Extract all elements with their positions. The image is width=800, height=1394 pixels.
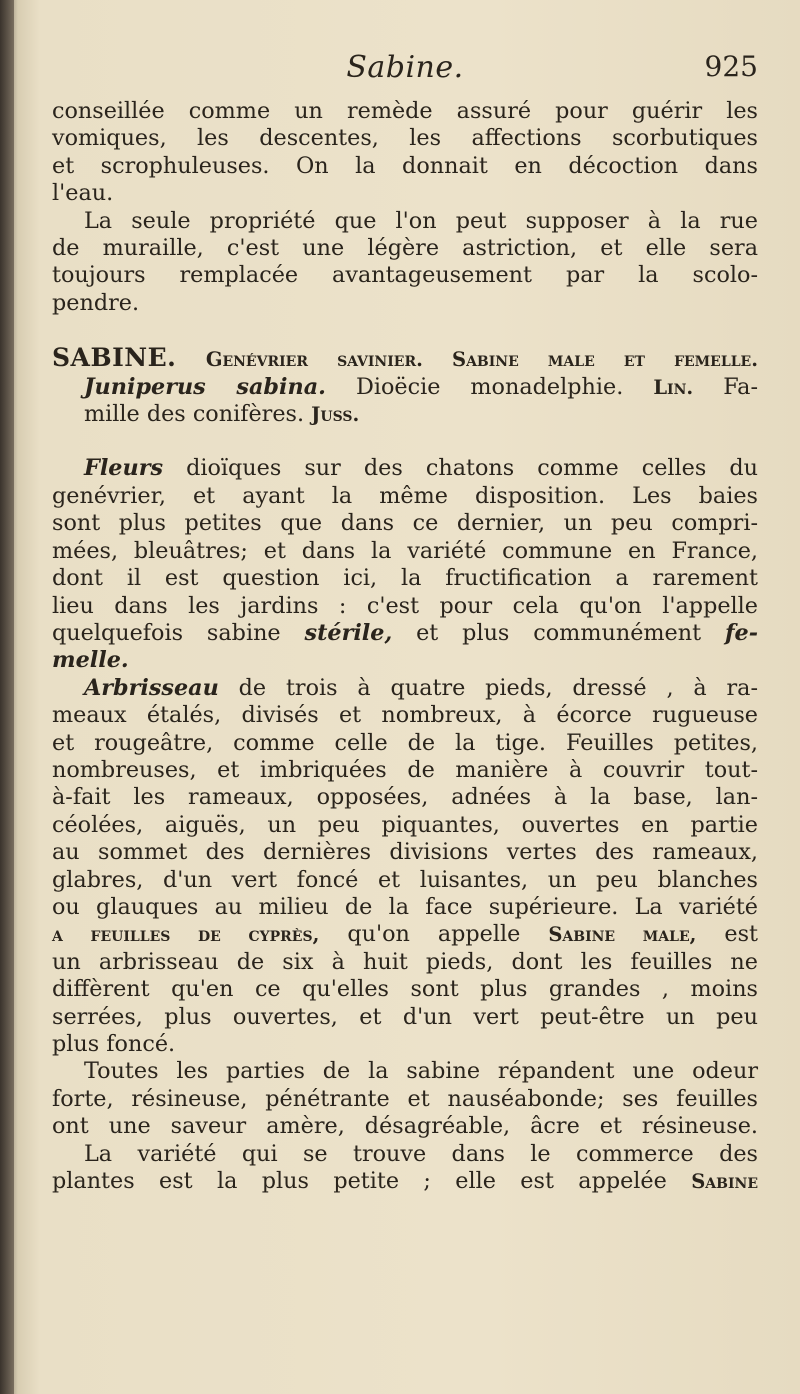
text-line xyxy=(52,344,758,373)
running-title: Sabine. xyxy=(346,50,464,85)
text-run: à-fait les rameaux, opposées, adnées à la base, lan- xyxy=(52,784,758,811)
text-line xyxy=(52,620,758,647)
text-run: pendre. xyxy=(52,289,140,316)
text-run: La seule propriété que l'on peut supposer à la rue xyxy=(84,207,758,234)
text-run: de muraille, c'est une légère astriction, et elle sera xyxy=(52,235,758,262)
text-line xyxy=(52,235,758,262)
text-run: un arbrisseau de six à huit pieds, dont les feuilles ne xyxy=(52,948,758,975)
text-run: mées, bleuâtres; et dans la variété commune en France, xyxy=(52,537,758,564)
text-line xyxy=(52,1058,758,1085)
text-line xyxy=(52,262,758,289)
text-line xyxy=(52,125,758,152)
italic-term: fe- xyxy=(724,619,758,646)
text-line xyxy=(52,921,758,948)
small-caps-term: Juss. xyxy=(311,403,360,427)
text-run: lieu dans les jardins : c'est pour cela qu'on l'appelle xyxy=(52,592,758,619)
book-spine-shadow xyxy=(0,0,14,1394)
text-run: nombreuses, et imbriquées de manière à couvrir tout- xyxy=(52,756,758,783)
text-run: l'eau. xyxy=(52,180,114,207)
text-run: et rougeâtre, comme celle de la tige. Feuilles petites, xyxy=(52,729,758,756)
paragraph-gap xyxy=(52,428,758,455)
text-run: et plus communément xyxy=(392,619,725,646)
text-run: et scrophuleuses. On la donnait en décoction dans xyxy=(52,152,758,179)
text-run: ont une saveur amère, désagréable, âcre et résineuse. xyxy=(52,1113,758,1140)
text-line xyxy=(52,374,758,401)
text-run: diffèrent qu'en ce qu'elles sont plus grandes , moins xyxy=(52,976,758,1003)
text-line xyxy=(52,98,758,125)
text-run: sont plus petites que dans ce dernier, un peu compri- xyxy=(52,510,758,537)
italic-term: Juniperus sabina. xyxy=(84,373,326,400)
text-line xyxy=(52,1086,758,1113)
text-run: de trois à quatre pieds, dressé , à ra- xyxy=(218,674,758,701)
text-line xyxy=(52,702,758,729)
body-text xyxy=(52,98,758,1195)
italic-term: Fleurs xyxy=(84,455,163,482)
text-run: ou glauques au milieu de la face supérieure. La variété xyxy=(52,893,758,920)
text-line xyxy=(52,784,758,811)
text-line xyxy=(52,538,758,565)
text-line xyxy=(52,839,758,866)
text-run: toujours remplacée avantageusement par la scolo- xyxy=(52,262,758,289)
text-line xyxy=(52,1031,758,1058)
entry-heading: SABINE. xyxy=(52,343,177,373)
text-run: vomiques, les descentes, les affections scorbutiques xyxy=(52,125,758,152)
text-line xyxy=(52,647,758,674)
text-line xyxy=(52,812,758,839)
text-line xyxy=(52,290,758,317)
text-run: mille des conifères. xyxy=(84,401,312,428)
text-line xyxy=(52,1004,758,1031)
text-line xyxy=(52,1168,758,1195)
paragraph-gap xyxy=(52,317,758,344)
text-line xyxy=(52,730,758,757)
text-run: dioïques sur des chatons comme celles du xyxy=(163,455,758,482)
text-run: serrées, plus ouvertes, et d'un vert peut-être un peu xyxy=(52,1003,758,1030)
text-line xyxy=(52,949,758,976)
text-line xyxy=(52,976,758,1003)
text-line xyxy=(52,593,758,620)
text-run: La variété qui se trouve dans le commerce des xyxy=(84,1140,758,1167)
page-header xyxy=(52,50,758,90)
text-line xyxy=(52,153,758,180)
text-line xyxy=(52,510,758,537)
text-run: forte, résineuse, pénétrante et nauséabonde; ses feuilles xyxy=(52,1085,758,1112)
text-run: quelquefois sabine xyxy=(52,619,305,646)
small-caps-term: Sabine male, xyxy=(548,923,697,947)
text-run xyxy=(176,346,205,372)
italic-term: Arbrisseau xyxy=(84,674,219,701)
text-run: plus foncé. xyxy=(52,1031,176,1057)
text-line xyxy=(52,483,758,510)
text-line xyxy=(52,180,758,207)
text-line xyxy=(52,867,758,894)
text-line xyxy=(52,675,758,702)
text-line xyxy=(52,565,758,592)
small-caps-term: a feuilles de cyprès, xyxy=(52,923,320,947)
text-run: genévrier, et ayant la même disposition. Les baies xyxy=(52,482,758,509)
text-run: qu'on appelle xyxy=(319,921,549,948)
text-run: dont il est question ici, la fructification a rarement xyxy=(52,565,758,592)
text-line xyxy=(52,401,758,428)
text-run: au sommet des dernières divisions vertes des rameaux, xyxy=(52,839,758,866)
small-caps-term: Lin. xyxy=(653,375,694,399)
italic-term: stérile, xyxy=(304,619,393,646)
text-run: meaux étalés, divisés et nombreux, à écorce rugueuse xyxy=(52,702,758,729)
text-run: plantes est la plus petite ; elle est appelée xyxy=(52,1168,692,1195)
text-line xyxy=(52,757,758,784)
text-line xyxy=(52,1113,758,1140)
text-line xyxy=(52,1141,758,1168)
text-line xyxy=(52,894,758,921)
text-line xyxy=(52,208,758,235)
italic-term: melle. xyxy=(52,647,129,674)
text-run: céolées, aiguës, un peu piquantes, ouvertes en partie xyxy=(52,811,758,838)
text-run: conseillée comme un remède assuré pour guérir les xyxy=(52,98,758,124)
small-caps-term: Genévrier savinier. Sabine male et femelle. xyxy=(205,348,759,372)
text-run: glabres, d'un vert foncé et luisantes, un peu blanches xyxy=(52,866,758,893)
page-number: 925 xyxy=(704,50,758,83)
text-run: est xyxy=(696,921,758,948)
small-caps-term: Sabine xyxy=(691,1170,758,1194)
text-run: Dioëcie monadelphie. xyxy=(325,373,654,400)
text-run: Toutes les parties de la sabine répandent une odeur xyxy=(84,1058,758,1085)
text-run: Fa- xyxy=(693,373,758,400)
text-line xyxy=(52,455,758,482)
